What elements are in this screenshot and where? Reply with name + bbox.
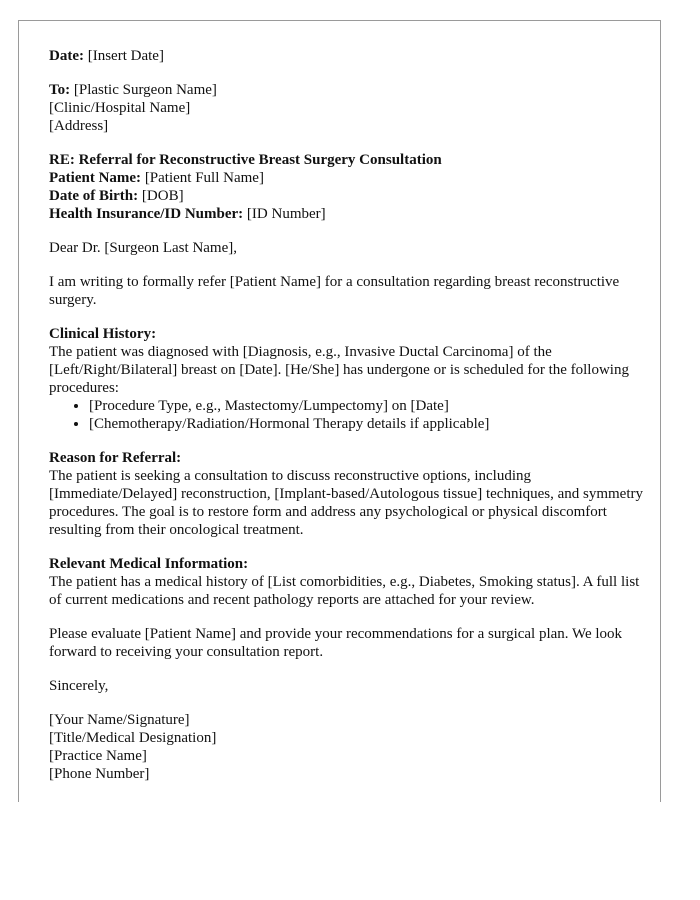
dob-label: Date of Birth: xyxy=(49,188,139,204)
surgeon-name: [Plastic Surgeon Name] xyxy=(73,82,217,98)
signature-name: [Your Name/Signature] xyxy=(49,712,190,728)
clinical-history-section xyxy=(49,325,647,433)
to-label: To: xyxy=(49,82,71,98)
medical-info-heading: Relevant Medical Information: xyxy=(49,556,249,572)
date-section xyxy=(49,47,647,65)
medical-info-section xyxy=(49,555,647,609)
re-line: RE: Referral for Reconstructive Breast Surgery Consultation xyxy=(49,152,442,168)
insurance-label: Health Insurance/ID Number: xyxy=(49,206,244,222)
clinic-name: [Clinic/Hospital Name] xyxy=(49,100,191,116)
medical-info-text: The patient has a medical history of [List comorbidities, e.g., Diabetes, Smoking status]. A full list of current medications and recent pathology reports are attached for your review. xyxy=(49,574,640,608)
patient-name-value: [Patient Full Name] xyxy=(144,170,264,186)
insurance-value: [ID Number] xyxy=(246,206,326,222)
signature-practice: [Practice Name] xyxy=(49,748,147,764)
request-paragraph: Please evaluate [Patient Name] and provide your recommendations for a surgical plan. We look forward to receiving your consultation report. xyxy=(49,626,623,660)
procedures-list xyxy=(49,397,647,433)
list-item: • [Procedure Type, e.g., Mastectomy/Lumpectomy] on [Date] xyxy=(89,397,647,415)
clinical-history-heading: Clinical History: xyxy=(49,326,157,342)
signature-block xyxy=(49,711,647,783)
intro-paragraph: I am writing to formally refer [Patient Name] for a consultation regarding breast reconstructive surgery. xyxy=(49,274,620,308)
patient-name-label: Patient Name: xyxy=(49,170,142,186)
subject-block xyxy=(49,151,647,223)
salutation: Dear Dr. [Surgeon Last Name], xyxy=(49,240,237,256)
closing: Sincerely, xyxy=(49,678,109,694)
date-value: [Insert Date] xyxy=(87,48,164,64)
clinic-address: [Address] xyxy=(49,118,109,134)
clinical-history-text: The patient was diagnosed with [Diagnosis, e.g., Invasive Ductal Carcinoma] of the [Left/Right/Bilateral] breast on [Date]. [He/She] has undergone or is scheduled for the following procedures: xyxy=(49,344,629,396)
signature-title: [Title/Medical Designation] xyxy=(49,730,217,746)
reason-text: The patient is seeking a consultation to discuss reconstructive options, including [Immediate/Delayed] reconstruction, [Implant-based/Autologous tissue] techniques, and symmetry procedures. The goal is to restore form and address any psychological or physical discomfort resulting from their oncological treatment. xyxy=(49,468,644,538)
date-label: Date: xyxy=(49,48,84,64)
signature-phone: [Phone Number] xyxy=(49,766,150,782)
dob-value: [DOB] xyxy=(141,188,184,204)
list-item: • [Chemotherapy/Radiation/Hormonal Therapy details if applicable] xyxy=(89,415,647,433)
reason-section xyxy=(49,449,647,539)
referral-letter xyxy=(49,47,647,783)
reason-heading: Reason for Referral: xyxy=(49,450,182,466)
recipient-block xyxy=(49,81,647,135)
